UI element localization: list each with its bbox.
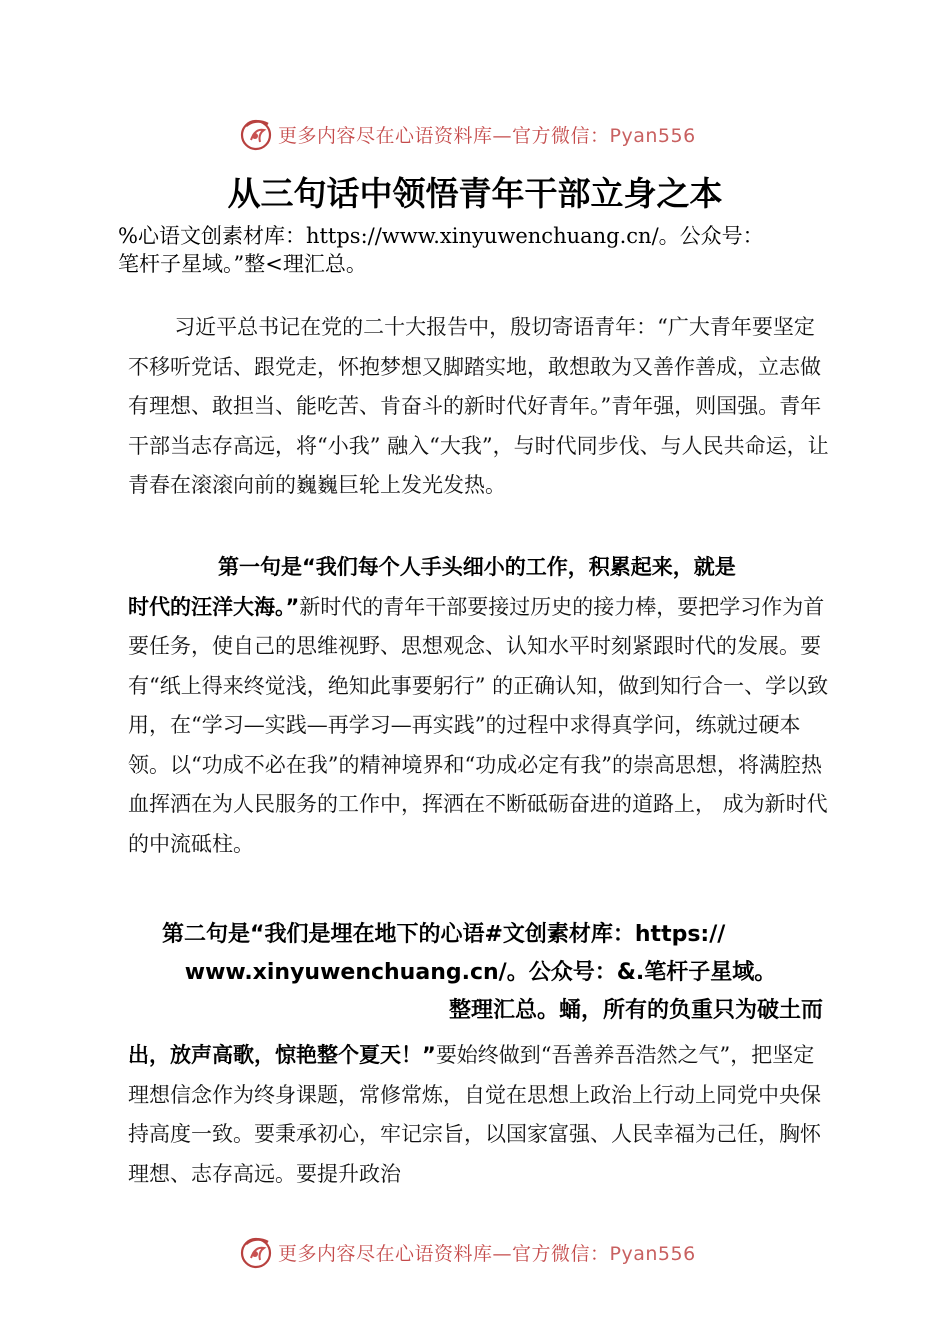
banner-wechat-id: Pyan556 xyxy=(609,1242,696,1265)
banner-wechat-id: Pyan556 xyxy=(609,124,696,147)
second-heading-line-1: 第二句是“我们是埋在地下的心语#文创素材库：https:// xyxy=(162,922,726,947)
second-heading-line-3: 整理汇总。蛹，所有的负重只为破土而 xyxy=(448,998,823,1023)
paragraph-first-sentence xyxy=(128,548,833,864)
first-sentence-heading-b: 时代的汪洋大海。” xyxy=(128,594,300,619)
second-heading-line-2: www.xinyuwenchuang.cn/。公众号：&.笔杆子星域。 xyxy=(184,960,777,985)
banner-text xyxy=(278,121,696,148)
first-sentence-heading-a: 第一句是“我们每个人手头细小的工作，积累起来，就是 xyxy=(218,555,736,579)
header-banner xyxy=(238,114,718,154)
source-note: %心语文创素材库：https://www.xinyuwenchuang.cn/。公众号： 笔杆子星域。”整<理汇总。 xyxy=(118,224,764,276)
logo-icon xyxy=(238,1234,274,1270)
second-sentence-heading xyxy=(128,916,833,1030)
footer-banner xyxy=(238,1232,718,1272)
banner-label: 更多内容尽在心语资料库—官方微信： xyxy=(278,1242,610,1265)
paragraph-intro: 习近平总书记在党的二十大报告中，殷切寄语青年：“广大青年要坚定不移听党话、跟党走，怀抱梦想又脚踏实地，敢想敢为又善作善成，立志做有理想、敢担当、能吃苦、肯奋斗的新时代好青年。”青年强，则国强。青年干部当志存高远，将“小我” 融入“大我”，与时代同步伐、与人民共命运，让青春在滚滚向前的巍巍巨轮上发光发热。 xyxy=(128,315,829,497)
paragraph-second-sentence xyxy=(128,1036,833,1194)
document-title: 从三句话中领悟青年干部立身之本 xyxy=(227,174,723,213)
first-sentence-body: 新时代的青年干部要接过历史的接力棒，要把学习作为首要任务，使自己的思维视野、思想观念、认知水平时刻紧跟时代的发展。要有“纸上得来终觉浅，绝知此事要躬行” 的正确认知，做到知行合一、学以致用，在“学习—实践—再学习—再实践”的过程中求得真学问，练就过硬本领。以“功成不必在我”的精神境界和“功成必定有我”的崇高思想，将满腔热血挥洒在为人民服务的工作中，挥洒在不断砥砺奋进的道路上， 成为新时代的中流砥柱。 xyxy=(128,594,829,856)
second-sentence-heading-end: 出，放声高歌，惊艳整个夏天！” xyxy=(128,1043,436,1067)
logo-icon xyxy=(238,116,274,152)
banner-text xyxy=(278,1239,696,1266)
banner-label: 更多内容尽在心语资料库—官方微信： xyxy=(278,124,610,147)
second-sentence-body: 要始终做到“吾善养吾浩然之气”，把坚定理想信念作为终身课题，常修常炼，自觉在思想上政治上行动上同党中央保持高度一致。要秉承初心，牢记宗旨，以国家富强、人民幸福为己任，胸怀理想、志存高远。要提升政治 xyxy=(128,1043,821,1186)
